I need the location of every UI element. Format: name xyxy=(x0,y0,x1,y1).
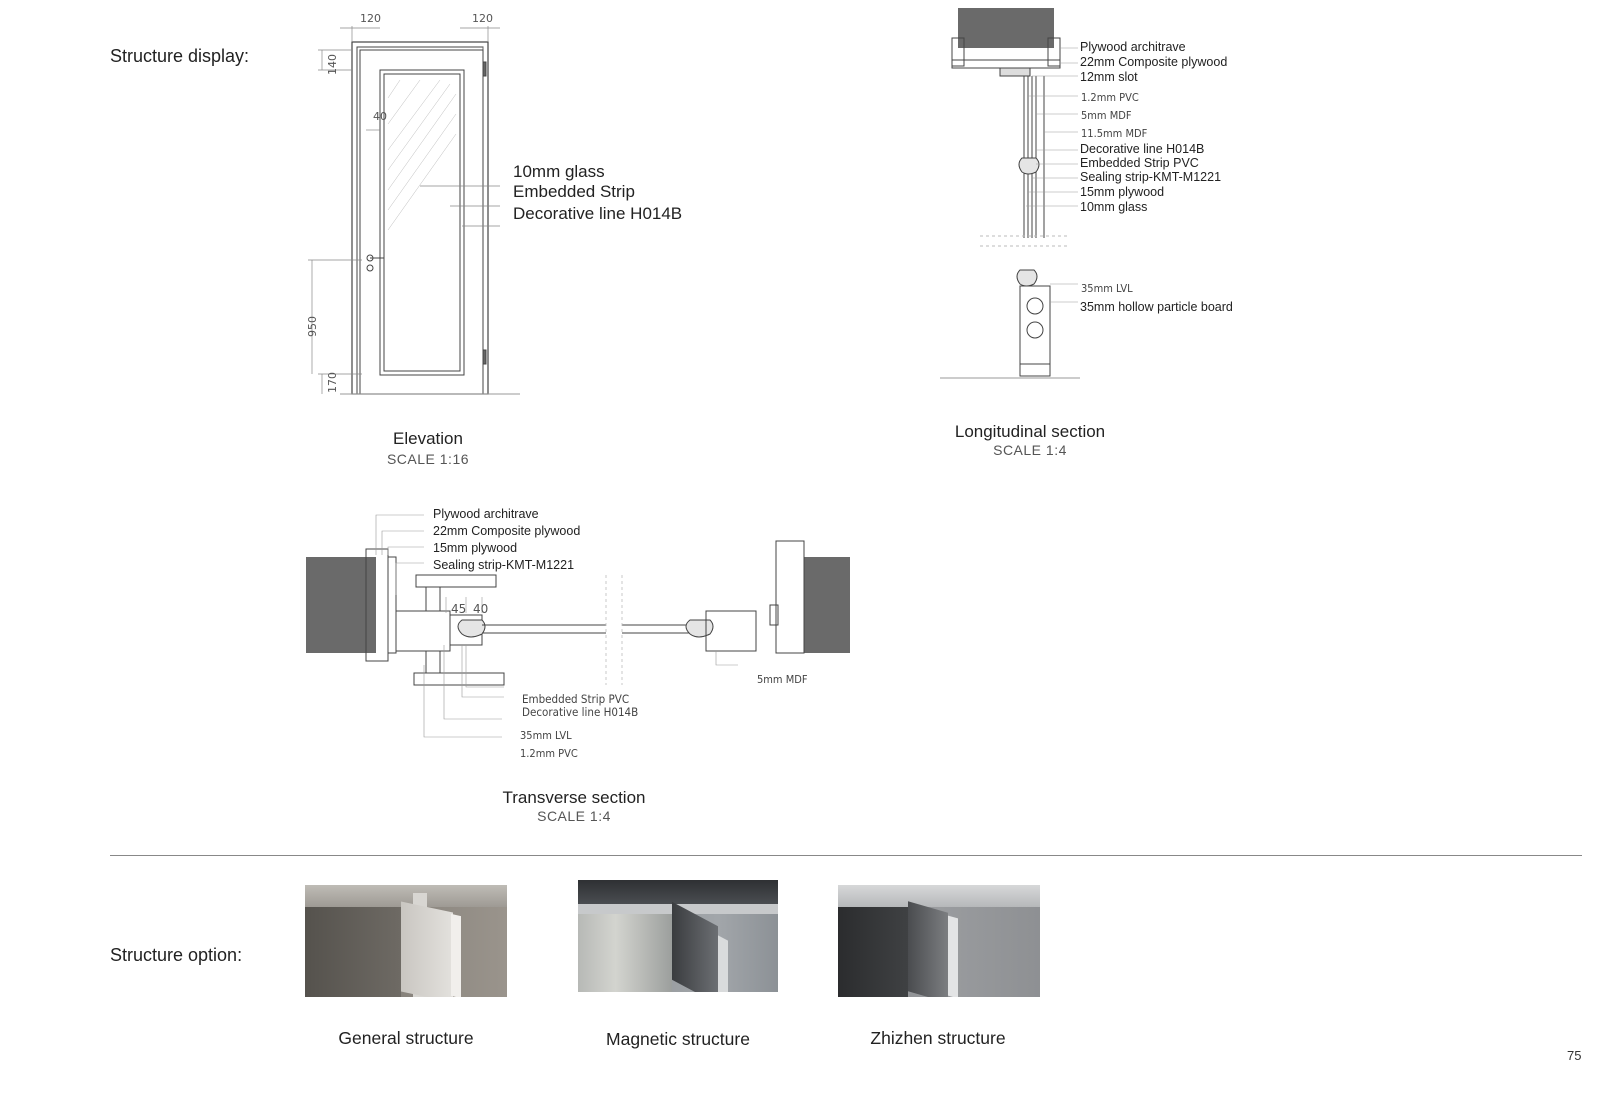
longitudinal-section-drawing xyxy=(940,8,1080,398)
trans-callout-architrave: Plywood architrave xyxy=(433,507,539,521)
trans-callout-mdf: 5mm MDF xyxy=(757,673,808,686)
elevation-callout-glass: 10mm glass xyxy=(513,162,605,181)
transverse-scale: SCALE 1:4 xyxy=(537,808,611,824)
option-caption-magnetic: Magnetic structure xyxy=(606,1029,750,1049)
trans-callout-plywood: 15mm plywood xyxy=(433,541,518,555)
option-photo-general xyxy=(305,885,507,997)
elevation-title: Elevation xyxy=(393,429,463,448)
elevation-dim-handle-height: 950 xyxy=(306,316,319,337)
structure-display-label: Structure display: xyxy=(110,46,250,66)
long-callout-7: Decorative line H014B xyxy=(1080,142,1205,156)
long-callout-11: 10mm glass xyxy=(1080,200,1148,214)
option-caption-zhizhen: Zhizhen structure xyxy=(870,1028,1006,1048)
elevation-dim-top-right: 120 xyxy=(472,12,493,25)
elevation-dim-top-rail: 140 xyxy=(326,54,339,75)
long-callout-2: 22mm Composite plywood xyxy=(1080,55,1228,69)
long-callout-9: Sealing strip-KMT-M1221 xyxy=(1080,170,1222,184)
elevation-callout-embedded-strip: Embedded Strip xyxy=(513,182,635,201)
long-callout-4: 1.2mm PVC xyxy=(1081,91,1139,104)
elevation-dim-bottom-rail: 170 xyxy=(326,372,339,393)
elevation-dim-top-left: 120 xyxy=(360,12,381,25)
long-callout-6: 11.5mm MDF xyxy=(1081,127,1148,140)
page-number: 75 xyxy=(1567,1048,1582,1063)
transverse-section-drawing xyxy=(306,515,850,765)
transverse-title: Transverse section xyxy=(502,788,646,807)
long-callout-1: Plywood architrave xyxy=(1080,40,1186,54)
option-photo-magnetic xyxy=(578,880,778,992)
long-callout-10: 15mm plywood xyxy=(1080,185,1165,199)
trans-callout-composite-plywood: 22mm Composite plywood xyxy=(433,524,581,538)
option-caption-general: General structure xyxy=(338,1028,474,1048)
elevation-scale: SCALE 1:16 xyxy=(386,451,470,467)
structure-option-label: Structure option: xyxy=(110,945,243,965)
long-callout-particle-board: 35mm hollow particle board xyxy=(1080,300,1233,314)
longitudinal-scale: SCALE 1:4 xyxy=(993,442,1067,458)
section-divider xyxy=(110,855,1582,856)
long-callout-8: Embedded Strip PVC xyxy=(1080,156,1199,170)
long-callout-lvl: 35mm LVL xyxy=(1081,282,1133,295)
elevation-dim-stile: 40 xyxy=(373,110,387,123)
elevation-callout-decorative-line: Decorative line H014B xyxy=(513,204,683,223)
option-photo-zhizhen xyxy=(838,885,1040,997)
long-callout-5: 5mm MDF xyxy=(1081,109,1132,122)
long-callout-3: 12mm slot xyxy=(1080,70,1138,84)
trans-callout-lvl: 35mm LVL xyxy=(520,729,572,742)
trans-callout-decorative-line: Decorative line H014B xyxy=(522,705,639,719)
trans-dim-45: 45 xyxy=(451,602,467,616)
trans-callout-sealing-strip: Sealing strip-KMT-M1221 xyxy=(433,558,575,572)
longitudinal-title: Longitudinal section xyxy=(954,422,1106,441)
trans-callout-embedded-strip: Embedded Strip PVC xyxy=(522,692,630,706)
trans-callout-pvc: 1.2mm PVC xyxy=(520,747,578,760)
trans-dim-40: 40 xyxy=(473,602,489,616)
